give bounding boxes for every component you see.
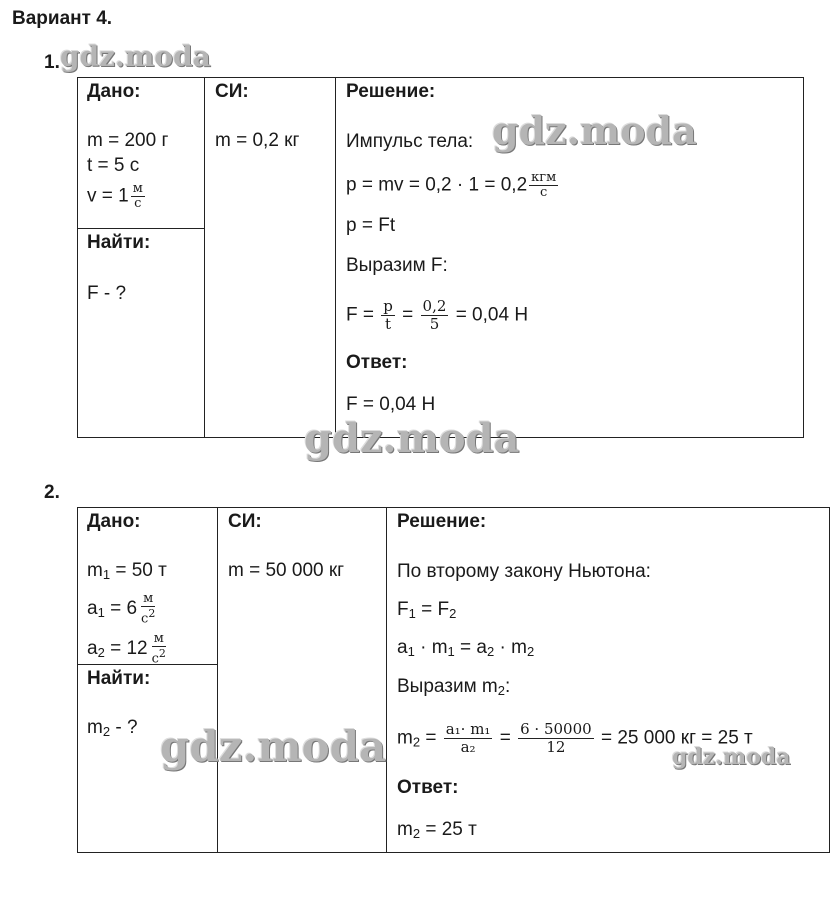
unit-fraction [139, 592, 157, 626]
subscript: 2 [412, 734, 421, 750]
find-header: Найти: [87, 232, 151, 253]
value: = 6 [104, 598, 138, 620]
table-divider [335, 77, 336, 437]
variant-title: Вариант 4. [12, 8, 113, 29]
subscript: 1 [407, 644, 415, 659]
table-divider [77, 228, 205, 229]
subscript: 2 [487, 644, 495, 659]
momentum-expression: p = mv = 0,2 · 1 = 0,2 [346, 174, 528, 196]
symbol: = a [454, 637, 487, 658]
given-time: t = 5 с [87, 155, 140, 176]
subscript: 2 [97, 645, 105, 661]
si-mass: m = 50 000 кг [228, 560, 345, 581]
answer-value: F = 0,04 Н [346, 394, 436, 415]
watermark-logo: gdz.moda [672, 744, 791, 770]
formula-denominator: 12 [546, 738, 566, 756]
unit-fraction [150, 632, 168, 666]
formula-denominator: a₂ [460, 738, 476, 756]
symbol: m [87, 717, 103, 738]
given-mass [87, 559, 167, 587]
symbol: a [87, 638, 98, 660]
subscript: 1 [447, 644, 455, 659]
symbol: a [87, 598, 98, 620]
given-acceleration-2 [87, 632, 170, 666]
unit-numerator: м [132, 181, 143, 196]
equals-sign: = [499, 727, 511, 749]
watermark-logo: gdz.moda [60, 40, 211, 73]
table-divider [217, 507, 218, 852]
unit-fraction [131, 182, 145, 211]
subscript: 1 [102, 567, 111, 582]
unit-fraction [529, 171, 558, 200]
subscript: 2 [449, 606, 457, 621]
subscript: 1 [408, 606, 416, 621]
unit-denominator [139, 607, 157, 626]
unit-numerator: м [143, 591, 154, 606]
unit-denominator [150, 647, 168, 666]
value: = 12 [104, 638, 148, 660]
subscript: 2 [497, 683, 505, 698]
unit-base: с [151, 651, 159, 667]
si-header: СИ: [228, 511, 262, 532]
solution-line-1: По второму закону Ньютона: [397, 561, 651, 582]
given-velocity [87, 182, 147, 211]
value: - ? [110, 717, 138, 738]
watermark-logo: gdz.moda [304, 415, 520, 462]
answer-header: Ответ: [397, 777, 459, 798]
given-header: Дано: [87, 511, 141, 532]
unit-numerator: кгм [531, 170, 557, 185]
watermark-logo: gdz.moda [492, 108, 697, 153]
find-header: Найти: [87, 668, 151, 689]
solution-line-1: Импульс тела: [346, 131, 474, 152]
symbol: m [397, 727, 413, 749]
table-divider [204, 77, 205, 437]
problem-2-number: 2. [44, 482, 60, 503]
unit-base: с [141, 611, 149, 627]
formula-numerator: p [383, 297, 393, 315]
solution-line-4: Выразим F: [346, 255, 448, 276]
solution-line-5 [346, 298, 528, 333]
formula-fraction [444, 721, 493, 756]
subscript: 2 [526, 644, 535, 659]
formula-fraction [381, 298, 395, 333]
symbol: · m [494, 637, 527, 658]
unit-numerator: м [153, 631, 164, 646]
given-acceleration-1 [87, 592, 159, 626]
formula-fraction [518, 721, 594, 756]
formula-result: = 0,04 Н [455, 304, 529, 326]
solution-line-2 [397, 598, 456, 626]
equals-sign: = [402, 304, 414, 326]
si-mass: m = 0,2 кг [215, 130, 300, 151]
formula-denominator: t [385, 315, 392, 333]
symbol: a [397, 637, 408, 658]
unit-denominator: с [134, 196, 142, 211]
formula-numerator: 6 · 50000 [520, 720, 592, 738]
solution-header: Решение: [397, 511, 487, 532]
subscript: 1 [97, 605, 105, 621]
si-header: СИ: [215, 81, 249, 102]
formula-numerator: a₁· m₁ [445, 720, 491, 738]
unit-denominator: с [540, 185, 548, 200]
solution-line-3: p = Ft [346, 215, 396, 236]
value: = 25 т [420, 819, 477, 840]
answer-header: Ответ: [346, 352, 408, 373]
symbol: m [397, 819, 413, 840]
solution-header: Решение: [346, 81, 436, 102]
value: = 50 т [110, 560, 167, 581]
solution-line-4 [397, 675, 510, 703]
given-mass: m = 200 г [87, 130, 169, 151]
given-header: Дано: [87, 81, 141, 102]
table-divider [386, 507, 387, 852]
symbol: · m [414, 637, 448, 658]
formula-fraction [421, 298, 449, 333]
formula-numerator: 0,2 [422, 297, 447, 315]
subscript: 2 [102, 724, 111, 739]
equals-sign: = [420, 727, 437, 749]
text: Выразим m [397, 676, 498, 697]
subscript: 2 [412, 826, 421, 841]
solution-line-3 [397, 636, 534, 664]
find-value: F - ? [87, 283, 127, 304]
symbol: = F [415, 599, 450, 620]
symbol: m [87, 560, 103, 581]
formula-denominator: 5 [429, 315, 440, 333]
symbol: F [397, 599, 409, 620]
watermark-logo: gdz.moda [160, 722, 387, 771]
solution-line-2 [346, 171, 560, 200]
given-velocity-value: v = 1 [87, 185, 129, 207]
unit-power: 2 [158, 647, 166, 660]
formula-lhs: F = [346, 304, 374, 326]
answer-value [397, 818, 477, 846]
text: : [504, 676, 511, 697]
find-value [87, 716, 138, 744]
formula-result: = 25 000 кг = 25 т [600, 727, 753, 749]
problem-1-number: 1. [44, 52, 60, 73]
unit-power: 2 [148, 607, 156, 620]
